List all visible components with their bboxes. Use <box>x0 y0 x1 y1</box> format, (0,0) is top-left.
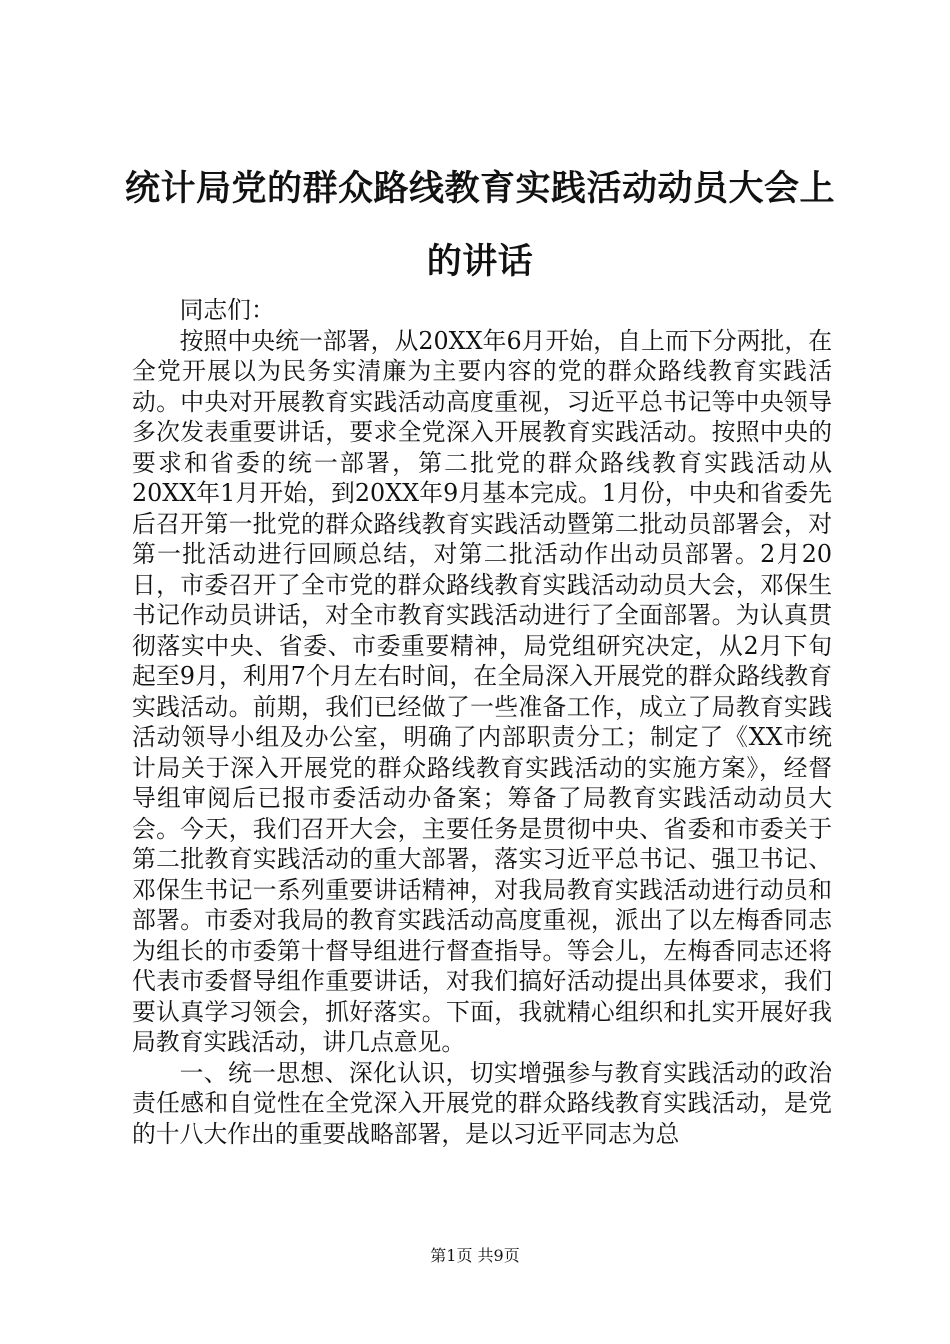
paragraph: 按照中央统一部署，从20XX年6月开始，自上而下分两批，在全党开展以为民务实清廉为主要内容的党的群众路线教育实践活动。中央对开展教育实践活动高度重视，习近平总书记等中央领导多次发表重要讲话，要求全党深入开展教育实践活动。按照中央的要求和省委的统一部署，第二批党的群众路线教育实践活动从20XX年1月开始，到20XX年9月基本完成。1月份，中央和省委先后召开第一批党的群众路线教育实践活动暨第二批动员部署会，对第一批活动进行回顾总结，对第二批活动作出动员部署。2月20日，市委召开了全市党的群众路线教育实践活动动员大会，邓保生书记作动员讲话，对全市教育实践活动进行了全面部署。为认真贯彻落实中央、省委、市委重要精神，局党组研究决定，从2月下旬起至9月，利用7个月左右时间，在全局深入开展党的群众路线教育实践活动。前期，我们已经做了一些准备工作，成立了局教育实践活动领导小组及办公室，明确了内部职责分工；制定了《XX市统计局关于深入开展党的群众路线教育实践活动的实施方案》，经督导组审阅后已报市委活动办备案；筹备了局教育实践活动动员大会。今天，我们召开大会，主要任务是贯彻中央、省委和市委关于第二批教育实践活动的重大部署，落实习近平总书记、强卫书记、邓保生书记一系列重要讲话精神，对我局教育实践活动进行动员和部署。市委对我局的教育实践活动高度重视，派出了以左梅香同志为组长的市委第十督导组进行督查指导。等会儿，左梅香同志还将代表市委督导组作重要讲话，对我们搞好活动提出具体要求，我们要认真学习领会，抓好落实。下面，我就精心组织和扎实开展好我局教育实践活动，讲几点意见。 <box>132 326 832 1056</box>
salutation: 同志们： <box>179 296 275 324</box>
paragraph: 一、统一思想、深化认识，切实增强参与教育实践活动的政治责任感和自觉性在全党深入开展党的群众路线教育实践活动，是党的十八大作出的重要战略部署，是以习近平同志为总 <box>132 1058 832 1148</box>
page-footer: 第1页 共9页 <box>430 1246 520 1265</box>
title-line-2: 的讲话 <box>426 241 534 282</box>
document-body <box>132 295 832 1149</box>
title-line-1: 统计局党的群众路线教育实践活动动员大会上 <box>124 168 835 209</box>
document-title <box>110 152 850 298</box>
